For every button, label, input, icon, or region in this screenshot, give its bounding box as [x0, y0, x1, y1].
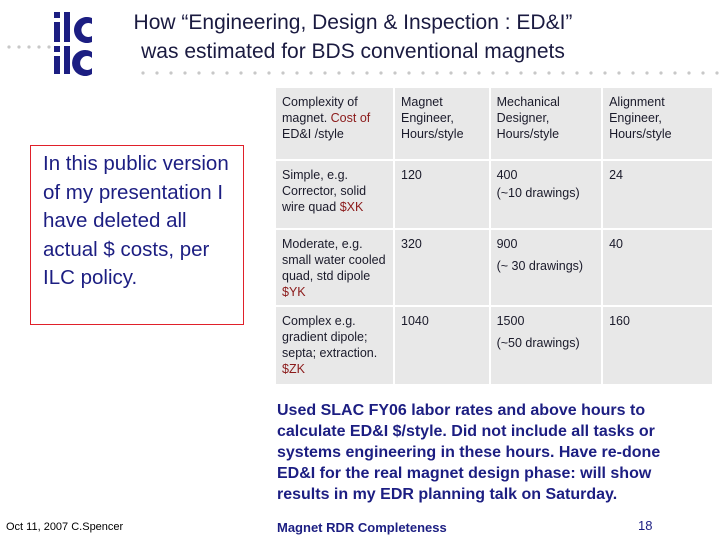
header-complexity-text: Complexity of magnet. — [282, 95, 358, 125]
ed-i-estimate-table — [274, 86, 714, 386]
cell-magnet-engineer-hours: 320 — [394, 229, 490, 306]
header-complexity-suffix: ED&I /style — [282, 127, 344, 141]
page-number: 18 — [638, 518, 653, 533]
cell-complexity — [275, 229, 394, 306]
hours-value: 400 — [496, 168, 518, 182]
cell-mechanical-designer-hours — [490, 306, 602, 385]
table-row — [275, 229, 713, 306]
decorative-dots-left — [6, 44, 56, 50]
cell-alignment-engineer-hours: 160 — [602, 306, 713, 385]
ilc-logo — [52, 8, 112, 76]
table-header-row — [275, 87, 713, 160]
cell-alignment-engineer-hours: 24 — [602, 160, 713, 229]
cost-value: $YK — [282, 285, 306, 299]
header-complexity — [275, 87, 394, 160]
slide-title-line-1: How “Engineering, Design & Inspection : ED&I” — [133, 11, 573, 34]
hours-value: 1500 — [496, 314, 525, 328]
table-row — [275, 160, 713, 229]
table-row — [275, 306, 713, 385]
cell-magnet-engineer-hours: 1040 — [394, 306, 490, 385]
estimate-note: Used SLAC FY06 labor rates and above hours to calculate ED&I $/style. Did not include all tasks or systems engineering in these hours. Have re-done ED&I for the real magnet design phase: will show results in my EDR planning talk on Saturday. — [277, 402, 661, 503]
header-mechanical-designer: Mechanical Designer, Hours/style — [490, 87, 602, 160]
cell-mechanical-designer-hours — [490, 160, 602, 229]
cell-complexity — [275, 306, 394, 385]
cost-value: $XK — [339, 200, 364, 214]
cell-magnet-engineer-hours: 120 — [394, 160, 490, 229]
drawings-count: (~50 drawings) — [496, 336, 580, 350]
complexity-text: Moderate, e.g. small water cooled quad, std dipole — [282, 237, 386, 283]
cost-value: $ZK — [282, 362, 305, 376]
footer-date-author: Oct 11, 2007 C.Spencer — [6, 521, 124, 533]
complexity-text: Complex e.g. gradient dipole; septa; extraction. — [282, 314, 378, 360]
footer-presentation-title: Magnet RDR Completeness — [277, 520, 447, 535]
decorative-dots-title — [140, 70, 720, 76]
header-magnet-engineer: Magnet Engineer, Hours/style — [394, 87, 490, 160]
public-version-notice: In this public version of my presentation I have deleted all actual $ costs, per ILC policy. — [30, 145, 244, 325]
slide-title-line-2: was estimated for BDS conventional magnets — [141, 40, 565, 63]
drawings-count: (~ 30 drawings) — [496, 259, 584, 273]
hours-value: 900 — [496, 237, 518, 251]
drawings-count: (~10 drawings) — [496, 186, 580, 200]
complexity-text: Simple, e.g. Corrector, solid wire quad — [282, 168, 367, 214]
header-alignment-engineer: Alignment Engineer, Hours/style — [602, 87, 713, 160]
slide-title — [118, 8, 588, 66]
cell-alignment-engineer-hours: 40 — [602, 229, 713, 306]
cell-mechanical-designer-hours — [490, 229, 602, 306]
header-cost-label: Cost of — [330, 111, 371, 125]
cell-complexity — [275, 160, 394, 229]
